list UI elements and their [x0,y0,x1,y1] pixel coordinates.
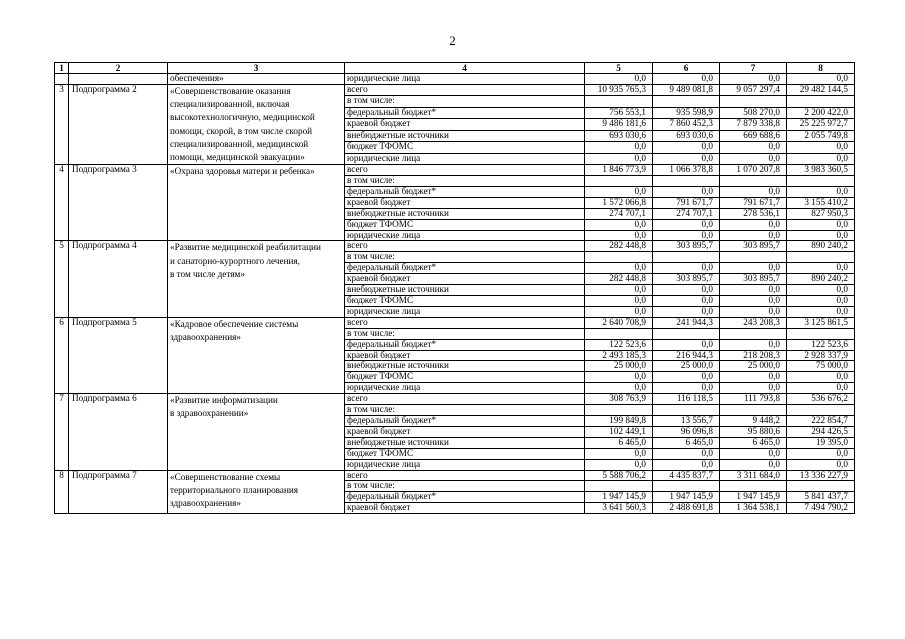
source-label-cell: краевой бюджет [345,119,585,130]
source-label-cell: в том числе: [345,252,585,263]
amount-cell: 3 641 560,3 [585,503,653,514]
amount-cell: 0,0 [720,219,787,230]
amount-cell: 0,0 [653,459,720,470]
amount-cell: 0,0 [653,448,720,459]
amount-cell: 0,0 [585,372,653,383]
amount-cell: 0,0 [585,296,653,307]
amount-cell [653,405,720,416]
program-title-line: помощи, скорой, в том числе скорой [170,125,313,136]
source-label-cell: всего [345,84,585,95]
amount-cell: 10 935 765,3 [585,84,653,95]
table-row [55,317,855,328]
amount-cell: 6 465,0 [585,437,653,448]
amount-cell [653,328,720,339]
table-row [55,470,855,481]
row-number-cell: 6 [55,317,69,393]
amount-cell: 0,0 [787,219,855,230]
source-label-cell: федеральный бюджет* [345,492,585,503]
amount-cell: 0,0 [585,306,653,317]
amount-cell: 756 553,1 [585,107,653,118]
amount-cell: 3 983 360,5 [787,165,855,176]
amount-cell: 0,0 [585,285,653,296]
program-title-line: территориального планирования [170,484,299,495]
source-label-cell: внебюджетные источники [345,208,585,219]
column-header: 1 [55,63,69,74]
amount-cell: 0,0 [653,219,720,230]
program-title-line: «Развитие информатизации [170,395,278,406]
amount-cell: 3 155 410,2 [787,197,855,208]
amount-cell: 0,0 [585,186,653,197]
source-label-cell: бюджет ТФОМС [345,448,585,459]
amount-cell: 0,0 [787,142,855,153]
amount-cell: 0,0 [787,263,855,274]
program-cell: Подпрограмма 7 [69,470,168,514]
program-title-line: специализированной, включая [170,99,290,110]
amount-cell: 25 000,0 [720,361,787,372]
amount-cell: 0,0 [720,230,787,241]
amount-cell: 1 947 145,9 [585,492,653,503]
amount-cell: 303 895,7 [653,274,720,285]
row-number-cell: 5 [55,241,69,317]
amount-cell [787,96,855,107]
table-row [55,394,855,405]
amount-cell: 294 426,5 [787,426,855,437]
amount-cell: 0,0 [720,383,787,394]
amount-cell: 5 841 437,7 [787,492,855,503]
amount-cell: 827 950,3 [787,208,855,219]
amount-cell: 0,0 [585,448,653,459]
amount-cell: 3 125 861,5 [787,317,855,328]
source-label-cell: краевой бюджет [345,426,585,437]
amount-cell: 0,0 [787,383,855,394]
amount-cell: 693 030,6 [585,130,653,141]
amount-cell: 890 240,2 [787,241,855,252]
amount-cell: 0,0 [787,285,855,296]
column-header: 5 [585,63,653,74]
amount-cell: 0,0 [787,296,855,307]
amount-cell: 0,0 [787,306,855,317]
source-label-cell: федеральный бюджет* [345,263,585,274]
amount-cell: 308 763,9 [585,394,653,405]
source-label-cell: краевой бюджет [345,197,585,208]
page-number: 2 [449,33,456,48]
amount-cell: 536 676,2 [787,394,855,405]
amount-cell: 0,0 [720,296,787,307]
amount-cell: 0,0 [653,142,720,153]
amount-cell: 0,0 [653,285,720,296]
source-label-cell: краевой бюджет [345,350,585,361]
source-label-cell: краевой бюджет [345,503,585,514]
amount-cell: 2 488 691,8 [653,503,720,514]
amount-cell [585,405,653,416]
program-title-line: «Совершенствование схемы [170,471,281,482]
column-header: 6 [653,63,720,74]
program-cell: Подпрограмма 6 [69,394,168,470]
amount-cell: 0,0 [653,296,720,307]
amount-cell: 0,0 [653,339,720,350]
amount-cell: 13 336 227,9 [787,470,855,481]
amount-cell: 0,0 [787,153,855,165]
amount-cell: 9 486 181,6 [585,119,653,130]
amount-cell [653,176,720,187]
table-row [55,241,855,252]
amount-cell [787,252,855,263]
amount-cell: 0,0 [720,186,787,197]
row-number-cell: 8 [55,470,69,514]
amount-cell: 0,0 [720,153,787,165]
amount-cell: 1 572 066,8 [585,197,653,208]
amount-cell: 122 523,6 [585,339,653,350]
amount-cell: 7 494 790,2 [787,503,855,514]
amount-cell: 0,0 [585,383,653,394]
amount-cell: 9 448,2 [720,415,787,426]
program-title-line: «Кадровое обеспечение системы [170,318,299,329]
amount-cell: 0,0 [653,372,720,383]
amount-cell: 0,0 [787,448,855,459]
program-title-cell: обеспечения» [168,74,345,85]
amount-cell [787,176,855,187]
amount-cell: 935 598,9 [653,107,720,118]
source-label-cell: федеральный бюджет* [345,186,585,197]
amount-cell: 6 465,0 [653,437,720,448]
amount-cell: 29 482 144,5 [787,84,855,95]
amount-cell: 6 465,0 [720,437,787,448]
amount-cell: 0,0 [585,219,653,230]
amount-cell: 303 895,7 [653,241,720,252]
amount-cell: 2 493 185,3 [585,350,653,361]
source-label-cell: федеральный бюджет* [345,339,585,350]
amount-cell [787,481,855,492]
source-label-cell: внебюджетные источники [345,361,585,372]
amount-cell [720,252,787,263]
amount-cell: 0,0 [720,459,787,470]
column-header: 7 [720,63,787,74]
amount-cell: 2 200 422,0 [787,107,855,118]
amount-cell: 1 364 538,1 [720,503,787,514]
amount-cell: 0,0 [585,263,653,274]
amount-cell: 5 588 706,2 [585,470,653,481]
continuation-row [55,74,855,85]
amount-cell: 0,0 [653,306,720,317]
source-label-cell: в том числе: [345,405,585,416]
amount-cell: 669 688,6 [720,130,787,141]
amount-cell: 0,0 [787,459,855,470]
amount-cell: 693 030,6 [653,130,720,141]
source-label-cell: всего [345,241,585,252]
program-title-line: высокотехнологичную, медицинской [170,112,315,123]
source-label-cell: юридические лица [345,74,585,85]
amount-cell [585,96,653,107]
amount-cell: 0,0 [653,230,720,241]
program-title-line: «Развитие медицинской реабилитации [170,242,321,253]
amount-cell: 218 208,3 [720,350,787,361]
amount-cell: 0,0 [787,230,855,241]
amount-cell: 2 055 749,8 [787,130,855,141]
program-title-cell [168,241,345,317]
amount-cell: 122 523,6 [787,339,855,350]
amount-cell: 111 793,8 [720,394,787,405]
amount-cell: 1 947 145,9 [653,492,720,503]
source-label-cell: федеральный бюджет* [345,107,585,118]
amount-cell: 241 944,3 [653,317,720,328]
amount-cell: 95 880,6 [720,426,787,437]
amount-cell: 0,0 [585,74,653,85]
program-title-line: специализированной, медицинской [170,138,309,149]
amount-cell: 0,0 [787,74,855,85]
row-number-cell [55,74,69,85]
amount-cell [585,176,653,187]
amount-cell: 282 448,8 [585,274,653,285]
source-label-cell: в том числе: [345,328,585,339]
source-label-cell: бюджет ТФОМС [345,296,585,307]
program-title-line: здравоохранения» [170,497,241,508]
amount-cell: 116 118,5 [653,394,720,405]
source-label-cell: всего [345,470,585,481]
program-title-cell [168,84,345,164]
amount-cell: 102 449,1 [585,426,653,437]
amount-cell: 1 846 773,9 [585,165,653,176]
source-label-cell: юридические лица [345,306,585,317]
source-label-cell: юридические лица [345,459,585,470]
amount-cell [585,481,653,492]
source-label-cell: в том числе: [345,481,585,492]
amount-cell: 0,0 [720,372,787,383]
source-label-cell: бюджет ТФОМС [345,142,585,153]
amount-cell [787,405,855,416]
amount-cell: 0,0 [585,153,653,165]
source-label-cell: краевой бюджет [345,274,585,285]
source-label-cell: всего [345,317,585,328]
header-row [55,63,855,74]
amount-cell [720,176,787,187]
source-label-cell: всего [345,394,585,405]
amount-cell: 25 000,0 [653,361,720,372]
program-title-line: в том числе детям» [170,268,245,279]
source-label-cell: юридические лица [345,230,585,241]
source-label-cell: в том числе: [345,96,585,107]
amount-cell [720,481,787,492]
amount-cell: 75 000,0 [787,361,855,372]
source-label-cell: бюджет ТФОМС [345,372,585,383]
program-title-line: в здравоохранении» [170,408,249,419]
program-title-line: «Совершенствование оказания [170,85,291,96]
source-label-cell: внебюджетные источники [345,437,585,448]
amount-cell: 791 671,7 [653,197,720,208]
program-title-line: и санаторно-курортного лечения, [170,255,300,266]
amount-cell: 0,0 [787,372,855,383]
amount-cell: 222 854,7 [787,415,855,426]
program-cell: Подпрограмма 4 [69,241,168,317]
program-title-line: помощи, медицинской эвакуации» [170,151,305,162]
source-label-cell: федеральный бюджет* [345,415,585,426]
amount-cell: 890 240,2 [787,274,855,285]
amount-cell: 19 395,0 [787,437,855,448]
program-title-cell [168,317,345,393]
amount-cell: 0,0 [585,142,653,153]
amount-cell: 1 947 145,9 [720,492,787,503]
amount-cell: 0,0 [720,142,787,153]
amount-cell: 0,0 [653,383,720,394]
row-number-cell: 3 [55,84,69,164]
amount-cell: 9 489 081,8 [653,84,720,95]
amount-cell: 3 311 684,0 [720,470,787,481]
table-row [55,84,855,95]
amount-cell: 4 435 837,7 [653,470,720,481]
amount-cell: 0,0 [653,263,720,274]
source-label-cell: юридические лица [345,153,585,165]
amount-cell [720,96,787,107]
amount-cell: 96 096,8 [653,426,720,437]
amount-cell: 2 640 708,9 [585,317,653,328]
amount-cell: 282 448,8 [585,241,653,252]
table-row [55,165,855,176]
amount-cell: 25 000,0 [585,361,653,372]
amount-cell [585,252,653,263]
row-number-cell: 4 [55,165,69,241]
amount-cell: 243 208,3 [720,317,787,328]
amount-cell: 0,0 [653,74,720,85]
amount-cell: 2 928 337,9 [787,350,855,361]
amount-cell: 278 536,1 [720,208,787,219]
column-header: 3 [168,63,345,74]
budget-table [54,62,855,514]
column-header: 2 [69,63,168,74]
amount-cell [720,405,787,416]
source-label-cell: юридические лица [345,383,585,394]
program-cell: Подпрограмма 3 [69,165,168,241]
program-title-line: «Охрана здоровья матери и ребенка» [170,166,315,177]
amount-cell: 0,0 [720,448,787,459]
amount-cell [653,96,720,107]
amount-cell: 0,0 [653,153,720,165]
amount-cell: 0,0 [720,285,787,296]
source-label-cell: в том числе: [345,176,585,187]
source-label-cell: внебюджетные источники [345,285,585,296]
amount-cell [653,481,720,492]
amount-cell: 9 057 297,4 [720,84,787,95]
amount-cell [720,328,787,339]
amount-cell [653,252,720,263]
amount-cell: 0,0 [585,459,653,470]
amount-cell: 0,0 [720,339,787,350]
amount-cell: 274 707,1 [653,208,720,219]
source-label-cell: всего [345,165,585,176]
program-cell [69,74,168,85]
amount-cell: 1 070 207,8 [720,165,787,176]
program-cell: Подпрограмма 2 [69,84,168,164]
program-title-cell [168,394,345,470]
source-label-cell: бюджет ТФОМС [345,219,585,230]
amount-cell [787,328,855,339]
amount-cell: 508 270,0 [720,107,787,118]
amount-cell: 303 895,7 [720,241,787,252]
amount-cell: 1 066 378,8 [653,165,720,176]
amount-cell: 216 944,3 [653,350,720,361]
amount-cell: 7 879 338,8 [720,119,787,130]
program-title-cell [168,470,345,514]
amount-cell [585,328,653,339]
amount-cell: 791 671,7 [720,197,787,208]
amount-cell: 274 707,1 [585,208,653,219]
amount-cell: 199 849,8 [585,415,653,426]
program-title-cell [168,165,345,241]
amount-cell: 0,0 [720,263,787,274]
row-number-cell: 7 [55,394,69,470]
amount-cell: 0,0 [720,74,787,85]
amount-cell: 7 860 452,3 [653,119,720,130]
amount-cell: 0,0 [653,186,720,197]
amount-cell: 13 556,7 [653,415,720,426]
source-label-cell: внебюджетные источники [345,130,585,141]
amount-cell: 0,0 [787,186,855,197]
amount-cell: 0,0 [720,306,787,317]
program-title-line: здравоохранения» [170,332,241,343]
amount-cell: 0,0 [585,230,653,241]
amount-cell: 25 225 972,7 [787,119,855,130]
column-header: 8 [787,63,855,74]
program-cell: Подпрограмма 5 [69,317,168,393]
column-header: 4 [345,63,585,74]
amount-cell: 303 895,7 [720,274,787,285]
